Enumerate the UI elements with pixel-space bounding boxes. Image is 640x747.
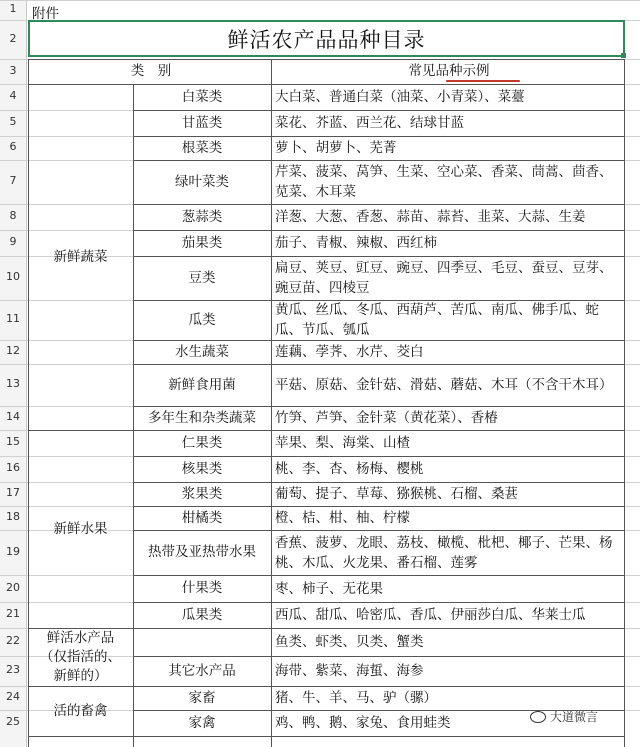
- category-group-cell[interactable]: 新鲜水果: [53, 520, 108, 537]
- examples-cell[interactable]: 苹果、梨、海棠、山楂: [275, 435, 410, 451]
- examples-cell[interactable]: 大白菜、普通白菜（油菜、小青菜）、菜薹: [275, 89, 525, 105]
- subcategory-cell[interactable]: 新鲜食用菌: [168, 376, 236, 393]
- table-border: [133, 482, 624, 483]
- subcategory-cell[interactable]: 茄果类: [181, 234, 223, 251]
- table-border: [133, 656, 624, 657]
- table-border: [133, 110, 624, 111]
- table-title: 鲜活农产品品种目录: [227, 27, 426, 52]
- table-border: [28, 736, 133, 737]
- table-border: [28, 686, 133, 687]
- subcategory-cell[interactable]: 热带及亚热带水果: [148, 544, 256, 560]
- table-border: [133, 204, 624, 205]
- row-number[interactable]: 11: [6, 312, 20, 325]
- row-number[interactable]: 21: [6, 607, 20, 620]
- row-number[interactable]: 4: [9, 89, 17, 102]
- row-number[interactable]: 8: [9, 209, 17, 222]
- table-border: [133, 84, 134, 747]
- table-border: [133, 628, 624, 629]
- row-number[interactable]: 13: [6, 377, 20, 390]
- header-category: 类 别: [130, 63, 172, 79]
- row-number[interactable]: 25: [6, 715, 20, 728]
- table-border: [133, 686, 624, 687]
- examples-cell[interactable]: 桃、李、杏、杨梅、樱桃: [275, 461, 424, 477]
- examples-cell[interactable]: 莲藕、荸荠、水芹、茭白: [275, 344, 424, 360]
- table-border: [133, 710, 624, 711]
- row-number[interactable]: 20: [6, 580, 20, 594]
- subcategory-cell[interactable]: 豆类: [188, 269, 216, 286]
- category-group-cell[interactable]: 新鲜蔬菜: [53, 248, 108, 265]
- examples-cell[interactable]: 平菇、原菇、金针菇、滑菇、蘑菇、木耳（不含干木耳）: [275, 377, 613, 393]
- watermark-text: 大道微言: [550, 710, 599, 724]
- subcategory-cell[interactable]: 根菜类: [181, 139, 223, 156]
- header-examples: 常见品种示例: [408, 63, 490, 79]
- subcategory-cell[interactable]: 水生蔬菜: [175, 343, 229, 360]
- row-number[interactable]: 24: [6, 690, 20, 703]
- examples-cell[interactable]: 猪、牛、羊、马、驴（骡）: [275, 690, 437, 706]
- subcategory-cell[interactable]: 瓜类: [188, 311, 216, 328]
- row-number[interactable]: 22: [6, 634, 20, 647]
- row-number[interactable]: 18: [6, 510, 20, 523]
- table-border: [133, 300, 624, 301]
- table-border: [624, 59, 625, 747]
- table-border: [133, 230, 624, 231]
- table-border: [133, 530, 624, 531]
- examples-cell[interactable]: 葡萄、提子、草莓、猕猴桃、石榴、桑葚: [275, 486, 518, 502]
- table-border: [133, 430, 624, 431]
- subcategory-cell[interactable]: 什果类: [181, 580, 223, 596]
- subcategory-cell[interactable]: 葱蒜类: [181, 208, 223, 225]
- subcategory-cell[interactable]: 柑橘类: [181, 509, 223, 526]
- row-number[interactable]: 7: [9, 174, 17, 187]
- examples-cell[interactable]: 黄瓜、丝瓜、冬瓜、西葫芦、苦瓜、南瓜、佛手瓜、蛇瓜、节瓜、瓠瓜: [275, 302, 599, 338]
- row-number[interactable]: 15: [6, 435, 20, 448]
- table-border: [133, 136, 624, 137]
- table-border: [133, 602, 624, 603]
- examples-cell[interactable]: 扁豆、荚豆、豇豆、豌豆、四季豆、毛豆、蚕豆、豆芽、豌豆苗、四棱豆: [275, 260, 613, 296]
- row-number[interactable]: 14: [6, 410, 20, 423]
- table-border: [28, 430, 133, 431]
- examples-cell[interactable]: 西瓜、甜瓜、哈密瓜、香瓜、伊丽莎白瓜、华莱士瓜: [275, 607, 586, 623]
- row-number[interactable]: 9: [9, 235, 17, 248]
- selection-handle[interactable]: [621, 53, 626, 58]
- row-gridline: [0, 0, 640, 1]
- row-number[interactable]: 3: [9, 63, 17, 77]
- table-border: [28, 59, 624, 60]
- examples-cell[interactable]: 竹笋、芦笋、金针菜（黄花菜）、香椿: [275, 410, 498, 426]
- subcategory-cell[interactable]: 家畜: [188, 689, 216, 706]
- row-number[interactable]: 17: [6, 486, 20, 499]
- subcategory-cell[interactable]: 绿叶菜类: [175, 173, 229, 190]
- examples-cell[interactable]: 海带、紫菜、海蜇、海参: [275, 663, 424, 679]
- examples-cell[interactable]: 枣、柿子、无花果: [275, 580, 383, 597]
- table-border: [133, 575, 624, 576]
- table-border: [28, 84, 624, 85]
- row-number[interactable]: 16: [6, 461, 20, 474]
- subcategory-cell[interactable]: 白菜类: [181, 88, 223, 105]
- table-border: [133, 406, 624, 407]
- table-title-cell[interactable]: [28, 20, 625, 57]
- subcategory-cell[interactable]: 仁果类: [181, 434, 223, 451]
- subcategory-cell[interactable]: 家禽: [188, 714, 216, 731]
- table-border: [133, 736, 624, 737]
- row-number[interactable]: 2: [9, 31, 17, 45]
- row-number[interactable]: 5: [9, 115, 17, 128]
- examples-cell[interactable]: 橙、桔、柑、柚、柠檬: [275, 510, 410, 526]
- table-border: [133, 160, 624, 161]
- row-number[interactable]: 6: [9, 140, 17, 153]
- table-border: [133, 256, 624, 257]
- row-number[interactable]: 19: [6, 544, 20, 558]
- table-border: [133, 506, 624, 507]
- table-border: [28, 59, 29, 747]
- row-number[interactable]: 10: [6, 270, 20, 283]
- table-border: [133, 456, 624, 457]
- row-number[interactable]: 1: [9, 2, 17, 15]
- row-number[interactable]: 23: [6, 663, 20, 676]
- examples-cell[interactable]: 洋葱、大葱、香葱、蒜苗、蒜苔、韭菜、大蒜、生姜: [275, 209, 586, 225]
- examples-cell[interactable]: 萝卜、胡萝卜、芜菁: [275, 140, 397, 156]
- wechat-icon: [530, 711, 546, 723]
- subcategory-cell[interactable]: 瓜果类: [181, 606, 223, 623]
- examples-cell[interactable]: 芹菜、菠菜、莴笋、生菜、空心菜、香菜、茼蒿、茴香、苋菜、木耳菜: [275, 164, 613, 200]
- examples-cell[interactable]: 茄子、青椒、辣椒、西红柿: [275, 235, 437, 251]
- examples-cell[interactable]: 菜花、芥蓝、西兰花、结球甘蓝: [275, 115, 464, 131]
- row-number[interactable]: 12: [6, 344, 20, 357]
- attachment-label: 附件: [32, 6, 59, 22]
- subcategory-cell[interactable]: [133, 628, 271, 656]
- subcategory-cell[interactable]: 其它水产品: [168, 662, 236, 679]
- subcategory-cell[interactable]: 浆果类: [181, 485, 223, 502]
- table-border: [28, 628, 133, 629]
- category-group-cell[interactable]: 活的畜禽: [53, 702, 108, 719]
- subcategory-cell[interactable]: 甘蓝类: [181, 114, 223, 131]
- table-border: [133, 340, 624, 341]
- table-border: [133, 364, 624, 365]
- subcategory-cell[interactable]: 多年生和杂类蔬菜: [148, 409, 256, 426]
- table-border: [271, 59, 272, 747]
- examples-cell[interactable]: 香蕉、菠萝、龙眼、荔枝、橄榄、枇杷、椰子、芒果、杨桃、木瓜、火龙果、番石榴、莲雾: [275, 534, 613, 571]
- subcategory-cell[interactable]: 核果类: [181, 460, 223, 477]
- red-underline-mark: [446, 80, 520, 82]
- examples-cell[interactable]: 鸡、鸭、鹅、家兔、食用蛙类: [275, 715, 451, 731]
- category-group-cell[interactable]: 鲜活水产品 （仅指活的、 新鲜的）: [40, 629, 121, 684]
- examples-cell[interactable]: 鱼类、虾类、贝类、蟹类: [275, 634, 424, 650]
